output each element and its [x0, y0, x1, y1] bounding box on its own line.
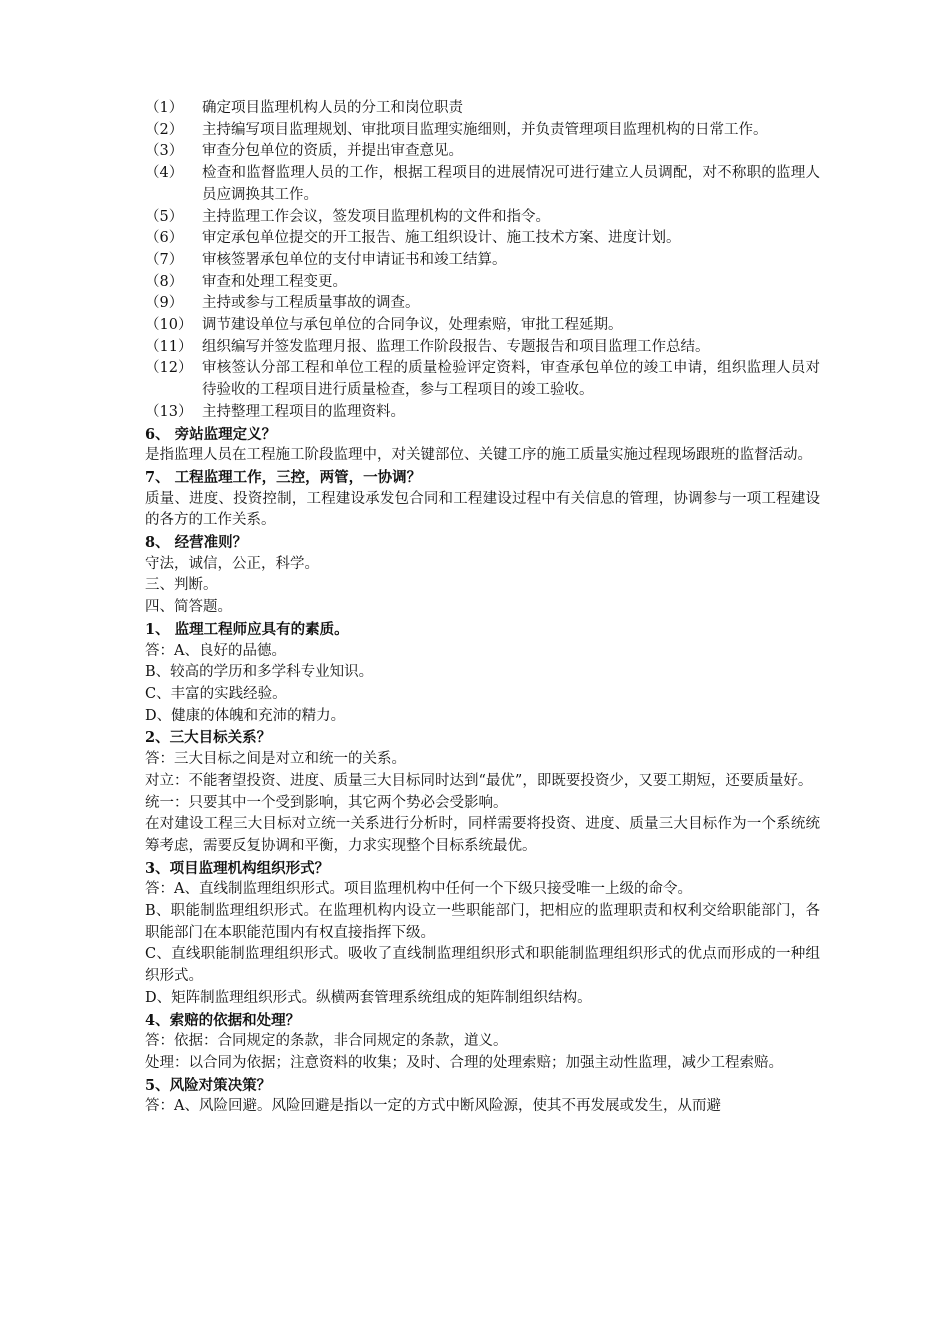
list-item [145, 272, 820, 294]
answer-text: 处理：以合同为依据；注意资料的收集；及时、合理的处理索赔；加强主动性监理，减少工程索赔。 [145, 1054, 783, 1071]
item-number: （2） [145, 121, 184, 138]
duties-list [145, 98, 820, 424]
answer-text: 答：三大目标之间是对立和统一的关系。 [145, 751, 406, 768]
question-heading: 1、 监理工程师应具有的素质。 [145, 620, 349, 638]
answer-text: 答：A、风险回避。风险回避是指以一定的方式中断风险源，使其不再发展或发生，从而避 [145, 1098, 721, 1115]
list-item [145, 358, 820, 401]
item-number: （11） [145, 338, 193, 355]
answer-text: 质量、进度、投资控制，工程建设承发包合同和工程建设过程中有关信息的管理，协调参与一项工程建设的各方的工作关系。 [145, 490, 820, 529]
list-item [145, 250, 820, 272]
item-text: 主持编写项目监理规划、审批项目监理实施细则，并负责管理项目监理机构的日常工作。 [202, 121, 768, 138]
item-text: 审定承包单位提交的开工报告、施工组织设计、施工技术方案、进度计划。 [202, 230, 681, 247]
item-text: 审查分包单位的资质，并提出审查意见。 [202, 143, 463, 160]
section-heading: 四、简答题。 [145, 599, 232, 616]
item-number: （1） [145, 100, 184, 116]
item-text: 审查和处理工程变更。 [202, 273, 347, 290]
item-text: 调节建设单位与承包单位的合同争议，处理索赔，审批工程延期。 [202, 317, 623, 334]
list-item [145, 337, 820, 359]
item-text: 检查和监督监理人员的工作，根据工程项目的进展情况可进行建立人员调配，对不称职的监理人员应调换其工作。 [202, 165, 820, 203]
question-heading: 3、项目监理机构组织形式？ [145, 859, 330, 877]
answer-text: 答：A、直线制监理组织形式。项目监理机构中任何一个下级只接受唯一上级的命令。 [145, 881, 692, 898]
item-text: 审核签认分部工程和单位工程的质量检验评定资料，审查承包单位的竣工申请，组织监理人员对待验收的工程项目进行质量检查，参与工程项目的竣工验收。 [202, 360, 820, 399]
answer-text: 统一：只要其中一个受到影响，其它两个势必会受影响。 [145, 794, 508, 811]
item-text: 主持或参与工程质量事故的调查。 [202, 295, 420, 312]
answer-text: 守法，诚信，公正，科学。 [145, 555, 319, 572]
answer-text: B、较高的学历和多学科专业知识。 [145, 664, 374, 681]
answer-text: 对立：不能奢望投资、进度、质量三大目标同时达到“最优”，即既要投资少，又要工期短，还要质量好。 [145, 772, 813, 789]
list-item [145, 163, 820, 206]
list-item [145, 402, 820, 424]
item-text: 确定项目监理机构人员的分工和岗位职责 [202, 100, 463, 116]
item-number: （4） [145, 165, 184, 182]
item-text: 主持监理工作会议，签发项目监理机构的文件和指令。 [202, 208, 550, 225]
item-text: 组织编写并签发监理月报、监理工作阶段报告、专题报告和项目监理工作总结。 [202, 338, 710, 355]
question-heading: 8、 经营准则？ [145, 534, 248, 552]
question-heading: 2、三大目标关系？ [145, 729, 272, 747]
question-heading: 6、 旁站监理定义？ [145, 425, 277, 443]
list-item [145, 141, 820, 163]
list-item [145, 293, 820, 315]
item-number: （10） [145, 317, 193, 334]
document-page [145, 98, 820, 1118]
list-item [145, 228, 820, 250]
question-heading: 5、风险对策决策？ [145, 1076, 272, 1094]
list-item [145, 315, 820, 337]
item-number: （3） [145, 143, 184, 160]
question-heading: 7、 工程监理工作，三控，两管，一协调？ [145, 468, 422, 486]
answer-text: 答：依据：合同规定的条款，非合同规定的条款，道义。 [145, 1033, 508, 1050]
item-text: 主持整理工程项目的监理资料。 [202, 403, 405, 420]
answer-text: B、职能制监理组织形式。在监理机构内设立一些职能部门，把相应的监理职责和权利交给职能部门，各职能部门在本职能范围内有权直接指挥下级。 [145, 903, 820, 941]
answer-text: 在对建设工程三大目标对立统一关系进行分析时，同样需要将投资、进度、质量三大目标作为一个系统统筹考虑，需要反复协调和平衡，力求实现整个目标系统最优。 [145, 816, 820, 854]
list-item [145, 120, 820, 142]
item-number: （6） [145, 230, 184, 247]
item-text: 审核签署承包单位的支付申请证书和竣工结算。 [202, 251, 507, 268]
item-number: （9） [145, 295, 184, 312]
answer-text: D、健康的体魄和充沛的精力。 [145, 707, 346, 724]
item-number: （13） [145, 403, 193, 420]
answer-text: C、丰富的实践经验。 [145, 685, 287, 702]
answer-text: 答：A、良好的品德。 [145, 642, 286, 659]
item-number: （12） [145, 360, 193, 377]
item-number: （7） [145, 251, 184, 268]
list-item [145, 98, 820, 120]
answer-text: C、直线职能制监理组织形式。吸收了直线制监理组织形式和职能制监理组织形式的优点而形成的一种组织形式。 [145, 946, 820, 985]
item-number: （8） [145, 273, 184, 290]
answer-text: D、矩阵制监理组织形式。纵横两套管理系统组成的矩阵制组织结构。 [145, 989, 592, 1006]
section-heading: 三、判断。 [145, 577, 218, 594]
answer-text: 是指监理人员在工程施工阶段监理中，对关键部位、关键工序的施工质量实施过程现场跟班的监督活动。 [145, 447, 812, 464]
item-number: （5） [145, 208, 184, 225]
list-item [145, 207, 820, 229]
question-heading: 4、索赔的依据和处理？ [145, 1011, 301, 1029]
